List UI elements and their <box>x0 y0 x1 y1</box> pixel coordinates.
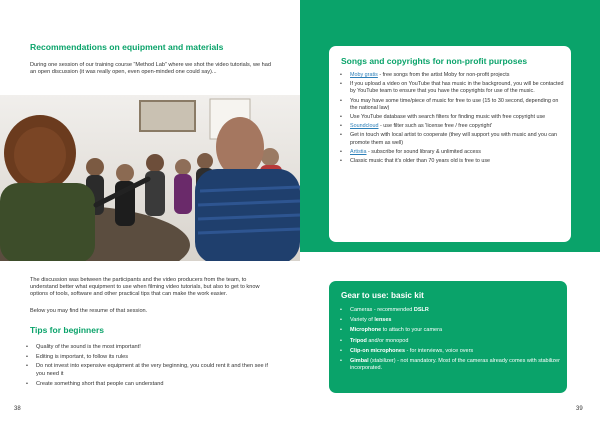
gear-item-text: to attach to your camera <box>381 327 443 334</box>
songs-item <box>338 158 566 165</box>
songs-item-text: Use YouTube database with search filters for finding music with free copyright use <box>350 114 546 121</box>
songs-item <box>338 132 566 146</box>
songs-item-text: You may have some time/piece of music for free to use (15 to 30 second, depending on the national law) <box>350 97 559 111</box>
gear-title: Gear to use: basic kit <box>341 291 424 300</box>
moby-gratis-link[interactable]: Moby gratis <box>350 72 378 78</box>
songs-title: Songs and copyrights for non-profit purposes <box>341 56 528 66</box>
gear-kit-box <box>329 281 567 393</box>
soundcloud-link[interactable]: Soundcloud <box>350 123 379 130</box>
gear-item-bold: DSLR <box>413 307 429 313</box>
discussion-photo <box>0 95 300 261</box>
photo-illustration <box>0 95 300 261</box>
gear-item-bold: Microphone <box>350 327 382 334</box>
songs-item-text: Get in touch with local artist to cooperate (they will support you with music and you can promote them as well) <box>350 132 558 146</box>
songs-item-text: If you upload a video on YouTube that has music in the background, you will be contacted by YouTube team to ensure that you have the copyrights for use of the music. <box>350 81 564 95</box>
tips-list <box>24 344 268 390</box>
songs-copyright-box <box>329 46 571 242</box>
page-number-right: 39 <box>576 406 583 412</box>
gear-item <box>338 307 560 314</box>
tip-item: • Quality of the sound is the most important! <box>24 344 268 351</box>
gear-item <box>338 317 560 324</box>
songs-item-text: - subscribe for sound library & unlimited access <box>366 148 481 155</box>
songs-item-text: - free songs from the artist Moby for non-profit projects <box>377 72 510 78</box>
songs-item <box>338 149 566 156</box>
gear-item-text: Variety of <box>350 317 375 324</box>
gear-item-text: Cameras - recommended <box>350 307 414 313</box>
songs-item-text: - use filter such as 'license free / free copyright' <box>378 123 492 130</box>
gear-item-bold: Clip-on microphones <box>350 347 405 354</box>
resume-intro: Below you may find the resume of that session. <box>30 308 148 314</box>
discussion-paragraph: The discussion was between the participants and the video producers from the team, to understand better what equipment to use when filming video tutorials, but also to get to know options of tools, software and other practical tips that can make the work easier. <box>30 277 260 297</box>
gear-item-bold: lenses <box>374 317 392 324</box>
gear-item <box>338 348 560 355</box>
tip-item: • Do not invest into expensive equipment at the very beginning, you could rent it and then see if you need it <box>24 363 268 378</box>
gear-item <box>338 338 560 345</box>
intro-paragraph: During one session of our training course “Method Lab” where we shot the video tutorials, we had an open discussion (it was really open, even open-minded one could say)... <box>30 62 271 75</box>
songs-item-text: Classic music that it's older than 70 years old is free to use <box>350 158 491 165</box>
gear-item-text: - for interviews, voice overs <box>405 347 474 354</box>
tips-heading: Tips for beginners <box>30 325 104 335</box>
songs-item <box>338 81 566 95</box>
gear-item-bold: Gimbal <box>350 358 369 365</box>
tip-item: • Create something short that people can understand <box>24 381 268 388</box>
gear-list <box>338 307 560 375</box>
tip-item: • Editing is important, to follow its rules <box>24 354 268 361</box>
gear-item-text: (stabilizer) - not mandatory. Most of the cameras already comes with stabilizer incorporated. <box>350 358 560 372</box>
songs-list <box>338 72 566 167</box>
gear-item-bold: Tripod <box>350 337 367 344</box>
gear-item-text: and/or monopod <box>366 337 409 344</box>
gear-item <box>338 327 560 334</box>
songs-item <box>338 123 566 130</box>
songs-item <box>338 72 566 79</box>
songs-item <box>338 98 566 112</box>
artistia-link[interactable]: Artistia <box>350 148 367 155</box>
page-number-left: 38 <box>14 406 21 412</box>
songs-item <box>338 114 566 121</box>
gear-item <box>338 358 560 372</box>
section-heading: Recommendations on equipment and materials <box>30 42 224 52</box>
